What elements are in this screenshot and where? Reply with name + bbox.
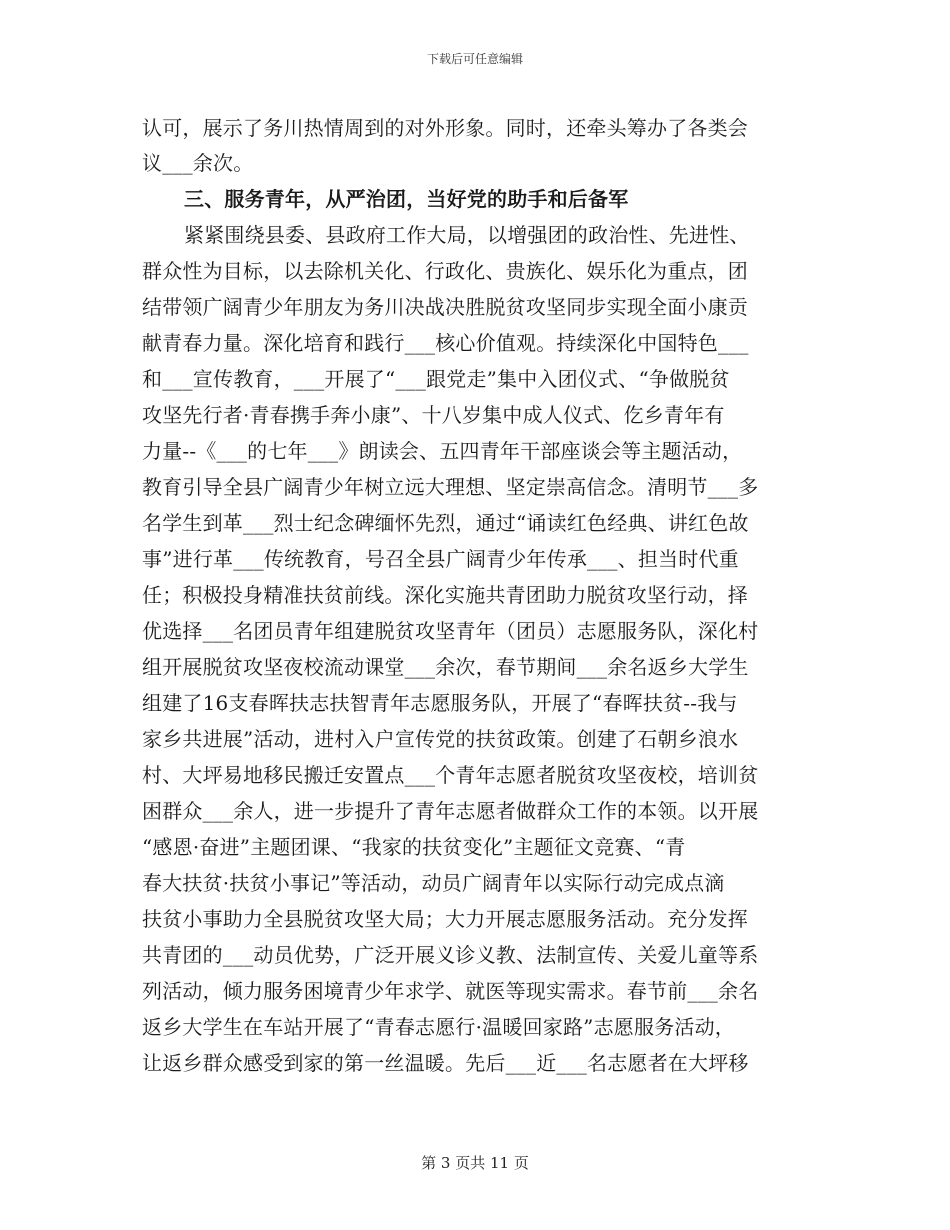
body-line: 名学生到革___烈士纪念碑缅怀先烈，通过“诵读红色经典、讲红色故: [142, 511, 749, 535]
body-line: 教育引导全县广阔青少年树立远大理想、坚定崇高信念。清明节___多: [142, 475, 759, 499]
body-line: 任；积极投身精准扶贫前线。深化实施共青团助力脱贫攻坚行动，择: [142, 583, 748, 607]
body-line: 认可，展示了务川热情周到的对外形象。同时，还牵头筹办了各类会: [142, 116, 748, 140]
body-line: 村、大坪易地移民搬迁安置点___个青年志愿者脱贫攻坚夜校，培训贫: [142, 763, 759, 787]
body-line: 返乡大学生在车站开展了“青春志愿行·温暖回家路”志愿服务活动，: [142, 1015, 736, 1039]
body-line: 组建了16支春晖扶志扶智青年志愿服务队，开展了“春晖扶贫--我与: [142, 691, 738, 715]
body-line: 攻坚先行者·青春携手奔小康”、十八岁集中成人仪式、仡乡青年有: [142, 403, 725, 427]
body-line: 议___余次。: [142, 151, 254, 175]
body-line: 列活动，倾力服务困境青少年求学、就医等现实需求。春节前___余名: [142, 979, 759, 1003]
body-line: 献青春力量。深化培育和践行___核心价值观。持续深化中国特色___: [142, 331, 749, 355]
body-line: 困群众___余人，进一步提升了青年志愿者做群众工作的本领。以开展: [142, 799, 759, 823]
body-line: 群众性为目标，以去除机关化、行政化、贵族化、娱乐化为重点，团: [142, 259, 748, 283]
body-line: 家乡共进展”活动，进村入户宣传党的扶贫政策。创建了石朝乡浪水: [142, 727, 739, 751]
page-header: 下载后可任意编辑: [426, 52, 523, 66]
body-line: 事”进行革___传统教育，号召全县广阔青少年传承___、担当时代重: [142, 547, 739, 571]
section-heading: 三、服务青年，从严治团，当好党的助手和后备军: [184, 187, 629, 211]
paragraph-first-line: 紧紧围绕县委、县政府工作大局，以增强团的政治性、先进性、: [184, 223, 750, 247]
body-line: “感恩·奋进”主题团课、“我家的扶贫变化”主题征文竞赛、“青: [142, 835, 686, 859]
body-line: 力量--《___的七年___》朗读会、五四青年干部座谈会等主题活动，: [142, 439, 743, 463]
body-line: 春大扶贫·扶贫小事记”等活动，动员广阔青年以实际行动完成点滴: [142, 871, 725, 895]
body-line: 优选择___名团员青年组建脱贫攻坚青年（团员）志愿服务队，深化村: [142, 619, 759, 643]
page-footer: 第 3 页共 11 页: [421, 1154, 529, 1172]
body-line: 结带领广阔青少年朋友为务川决战决胜脱贫攻坚同步实现全面小康贡: [142, 295, 748, 319]
body-line: 让返乡群众感受到家的第一丝温暖。先后___近___名志愿者在大坪移: [142, 1051, 749, 1075]
body-line: 和___宣传教育，___开展了“___跟党走”集中入团仪式、“争做脱贫: [142, 367, 730, 391]
body-line: 组开展脱贫攻坚夜校流动课堂___余次，春节期间___余名返乡大学生: [142, 655, 749, 679]
body-line: 扶贫小事助力全县脱贫攻坚大局；大力开展志愿服务活动。充分发挥: [142, 907, 748, 931]
body-line: 共青团的___动员优势，广泛开展义诊义教、法制宣传、关爱儿童等系: [142, 943, 759, 967]
